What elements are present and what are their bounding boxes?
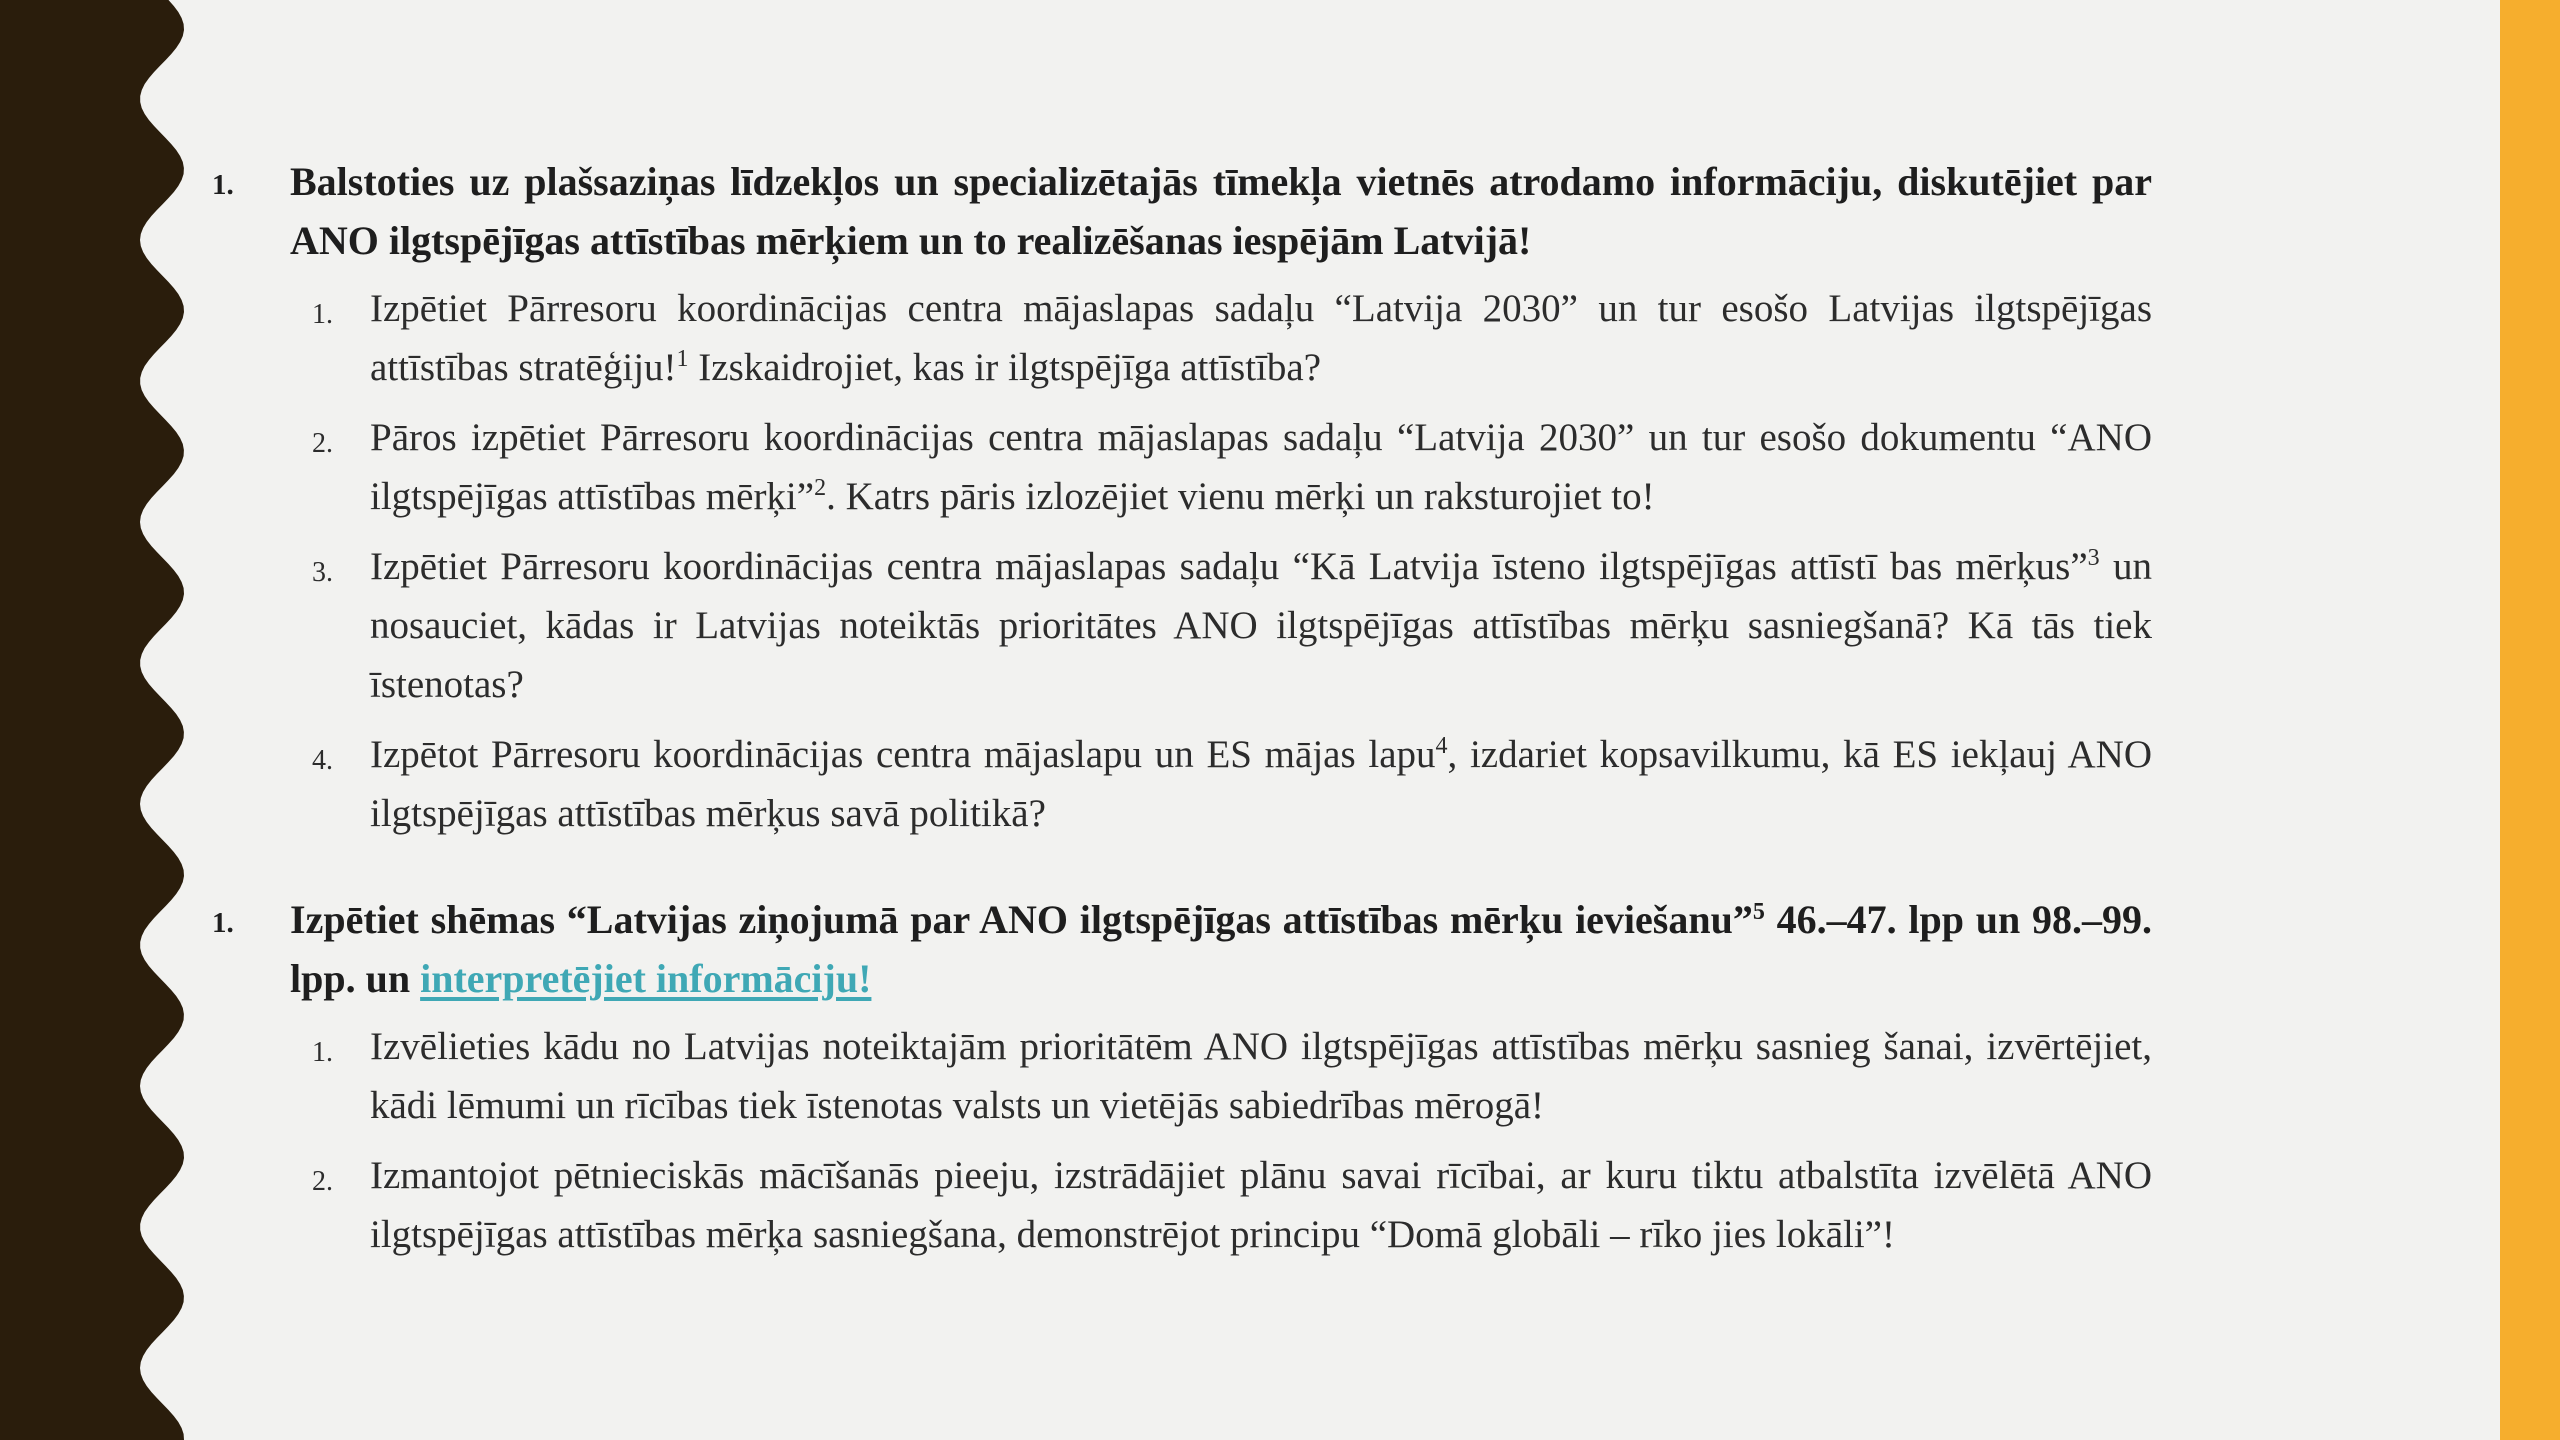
list-marker: 1. xyxy=(312,1037,333,1068)
wavy-left-band xyxy=(0,0,200,1440)
footnote-ref: 5 xyxy=(1752,899,1765,925)
list-item-text: Pāros izpētiet Pārresoru koordinācijas centra mājaslapas sadaļu “Latvija 2030” un tur esošo dokumentu “ANO ilgtspējīgas attīstības mērķi”$^2$. Katrs pāris izlozējiet vienu mērķi un raksturojiet to! xyxy=(370,416,2152,518)
slide-content xyxy=(212,152,2152,1264)
footnote-ref: 4 xyxy=(1435,733,1448,759)
list-marker: 1. xyxy=(212,907,234,939)
list-item-text: Izpētiet Pārresoru koordinācijas centra mājaslapas sadaļu “Kā Latvija īsteno ilgtspējīgas attīstī bas mērķus”$^3$ un nosauciet, kādas ir Latvijas noteiktās prioritātes ANO ilgtspējīgas attīstības mērķu sasniegšanā? Kā tās tiek īstenotas? xyxy=(370,545,2153,706)
list-marker: 3. xyxy=(312,557,333,588)
section-1-text: Balstoties uz plašsaziņas līdzekļos un specializētajās tīmekļa vietnēs atrodamo informāciju, diskutējiet par ANO ilgtspējīgas attīstības mērķiem un to realizēšanas iespējām Latvijā! xyxy=(290,159,2152,263)
section-1-heading xyxy=(212,152,2152,270)
list-item-text: Izvēlieties kādu no Latvijas noteiktajām prioritātēm ANO ilgtspējīgas attīstības mērķu sasnieg šanai, izvērtējiet, kādi lēmumi un rīcības tiek īstenotas valsts un vietējās sabiedrības mērogā! xyxy=(370,1025,2152,1127)
section-2-item-2 xyxy=(212,1146,2152,1264)
list-item-text: Izmantojot pētnieciskās mācīšanās pieeju, izstrādājiet plānu savai rīcībai, ar kuru tiktu atbalstīta izvēlētā ANO ilgtspējīgas attīstības mērķa sasniegšana, demonstrējot principu “Domā globāli – rīko jies lokāli”! xyxy=(370,1154,2152,1256)
footnote-ref: 1 xyxy=(676,346,689,372)
list-marker: 2. xyxy=(312,1166,333,1197)
list-item-text: Izpētiet Pārresoru koordinācijas centra mājaslapas sadaļu “Latvija 2030” un tur esošo Latvijas ilgtspējīgas attīstības stratēģiju!$^1$ Izskaidrojiet, kas ir ilgtspējīga attīstība? xyxy=(370,287,2152,389)
section-2-item-1 xyxy=(212,1017,2152,1135)
footnote-ref: 3 xyxy=(2087,545,2100,571)
section-1-item-2 xyxy=(212,408,2152,526)
list-marker: 4. xyxy=(312,745,333,776)
footnote-ref: 2 xyxy=(814,475,827,501)
list-marker: 2. xyxy=(312,428,333,459)
list-item-text: Izpētot Pārresoru koordinācijas centra mājaslapu un ES mājas lapu$^4$, izdariet kopsavilkumu, kā ES iekļauj ANO ilgtspējīgas attīstības mērķus savā politikā? xyxy=(370,733,2152,835)
interpret-info-link[interactable]: interpretējiet informāciju! xyxy=(420,956,872,1001)
section-1-item-3 xyxy=(212,537,2152,714)
list-marker: 1. xyxy=(212,169,234,201)
section-2-heading xyxy=(212,890,2152,1008)
section-1-item-4 xyxy=(212,725,2152,843)
right-accent-stripe xyxy=(2500,0,2560,1440)
section-1-item-1 xyxy=(212,279,2152,397)
section-gap xyxy=(212,843,2152,890)
list-marker: 1. xyxy=(312,299,333,330)
section-2-text: Izpētiet shēmas “Latvijas ziņojumā par ANO ilgtspējīgas attīstības mērķu ieviešanu”$^5$ 46.–47. lpp un 98.–99. lpp. un interpretējiet informāciju! xyxy=(290,897,2152,1001)
